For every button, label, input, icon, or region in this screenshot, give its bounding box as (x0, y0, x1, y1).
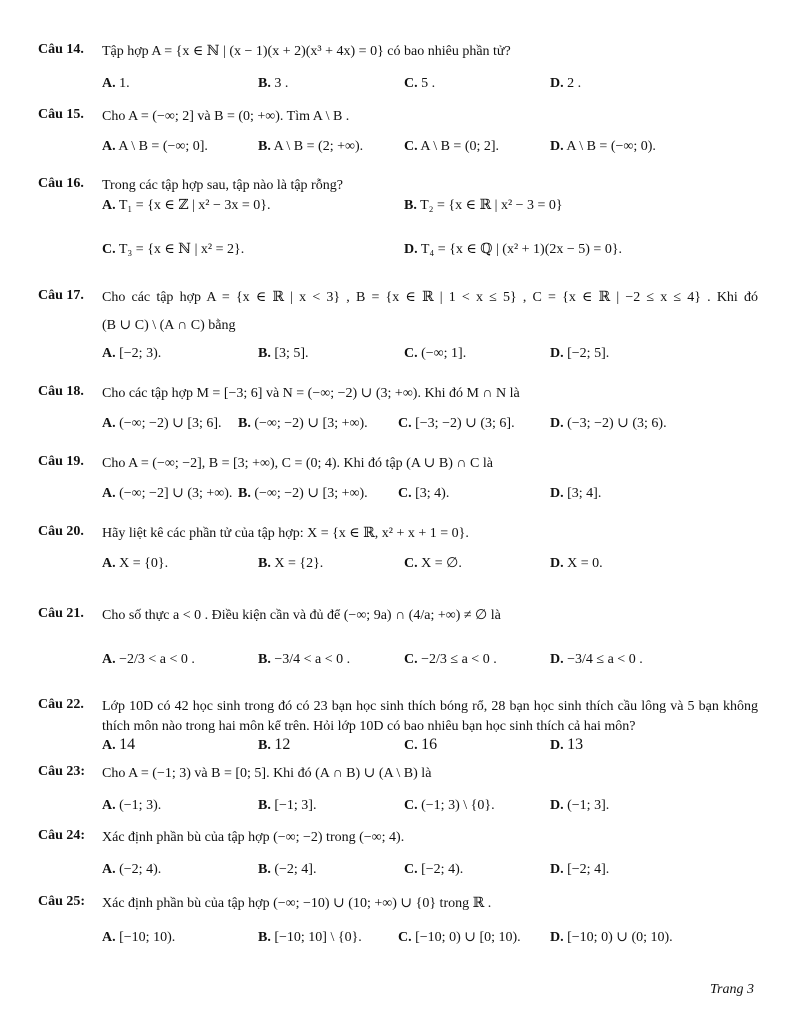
question-19 (38, 454, 758, 501)
option-d: D. X = 0. (550, 556, 603, 571)
question-stem: Cho các tập hợp A = {x ∈ ℝ | x < 3} , B = {x ∈ ℝ | 1 < x ≤ 5} , C = {x ∈ ℝ | −2 ≤ x ≤ 4} . Khi đó (102, 290, 758, 305)
question-stem: Trong các tập hợp sau, tập nào là tập rỗng? (102, 178, 343, 193)
option-c: C. [−10; 0) ∪ [0; 10). (398, 930, 521, 945)
question-stem: Cho A = (−1; 3) và B = [0; 5]. Khi đó (A ∩ B) ∪ (A \ B) là (102, 766, 432, 781)
option-c: C. 5 . (404, 76, 436, 91)
answer-options-row-2 (102, 240, 758, 262)
question-label: Câu 15. (38, 107, 84, 122)
option-d: D. T₄ = {x ∈ ℚ | (x² + 1)(2x − 5) = 0}. (404, 242, 623, 257)
question-stem: Lớp 10D có 42 học sinh trong đó có 23 bạn học sinh thích bóng rổ, 28 bạn học sinh thích cầu lông và 5 bạn không thích môn nào trong hai môn kể trên. Hỏi lớp 10D có bao nhiêu bạn học sinh thích cả hai môn? (102, 699, 758, 734)
question-stem: Hãy liệt kê các phần tử của tập hợp: X = {x ∈ ℝ, x² + x + 1 = 0}. (102, 526, 469, 541)
option-c: C. T₃ = {x ∈ ℕ | x² = 2}. (102, 242, 245, 257)
question-25 (38, 894, 758, 945)
page-number: Trang 3 (710, 982, 754, 997)
option-d: D. 13 (550, 736, 584, 753)
question-label: Câu 16. (38, 176, 84, 191)
option-d: D. [−2; 5]. (550, 346, 610, 361)
option-b: B. [3; 5]. (258, 346, 309, 361)
option-b: B. (−∞; −2) ∪ [3; +∞). (238, 416, 368, 431)
question-24 (38, 828, 758, 877)
question-label: Câu 21. (38, 606, 84, 621)
option-b: B. 3 . (258, 76, 289, 91)
option-a: A. (−∞; −2] ∪ (3; +∞). (102, 486, 233, 501)
option-b: B. [−10; 10] \ {0}. (258, 930, 362, 945)
option-c: C. −2/3 ≤ a < 0 . (404, 652, 497, 667)
option-c: C. A \ B = (0; 2]. (404, 139, 500, 154)
question-label: Câu 18. (38, 384, 84, 399)
option-d: D. (−3; −2) ∪ (3; 6). (550, 416, 667, 431)
question-22 (38, 697, 758, 753)
option-a: A. X = {0}. (102, 556, 169, 571)
question-stem: Cho A = (−∞; −2], B = [3; +∞), C = (0; 4). Khi đó tập (A ∪ B) ∩ C là (102, 456, 493, 471)
question-stem-continued: (B ∪ C) \ (A ∩ C) bằng (102, 318, 236, 333)
option-d: D. [3; 4]. (550, 486, 602, 501)
option-d: D. −3/4 ≤ a < 0 . (550, 652, 643, 667)
answer-options (102, 344, 758, 366)
question-label: Câu 22. (38, 697, 84, 712)
answer-options (102, 414, 758, 436)
option-a: A. A \ B = (−∞; 0]. (102, 139, 208, 154)
answer-options (102, 554, 758, 576)
answer-options (102, 137, 758, 159)
option-d: D. (−1; 3]. (550, 798, 610, 813)
question-16 (38, 176, 758, 257)
question-stem: Cho số thực a < 0 . Điều kiện cần và đủ để (−∞; 9a) ∩ (4/a; +∞) ≠ ∅ là (102, 608, 501, 623)
option-c: C. X = ∅. (404, 556, 462, 571)
question-label: Câu 20. (38, 524, 84, 539)
answer-options (102, 796, 758, 818)
question-stem: Xác định phần bù của tập hợp (−∞; −10) ∪ (10; +∞) ∪ {0} trong ℝ . (102, 896, 492, 911)
option-d: D. A \ B = (−∞; 0). (550, 139, 656, 154)
question-label: Câu 23: (38, 764, 86, 779)
option-c: C. (−∞; 1]. (404, 346, 467, 361)
option-c: C. [3; 4). (398, 486, 450, 501)
option-d: D. 2 . (550, 76, 582, 91)
question-stem: Tập hợp A = {x ∈ ℕ | (x − 1)(x + 2)(x³ + 4x) = 0} có bao nhiêu phần tử? (102, 44, 511, 59)
question-stem: Xác định phần bù của tập hợp (−∞; −2) trong (−∞; 4). (102, 830, 405, 845)
option-b: B. (−∞; −2) ∪ [3; +∞). (238, 486, 368, 501)
answer-options (102, 650, 758, 672)
question-label: Câu 17. (38, 288, 84, 303)
question-20 (38, 524, 758, 571)
option-a: A. −2/3 < a < 0 . (102, 652, 195, 667)
option-b: B. A \ B = (2; +∞). (258, 139, 364, 154)
question-14 (38, 42, 758, 91)
question-18 (38, 384, 758, 431)
option-b: B. X = {2}. (258, 556, 324, 571)
answer-options (102, 860, 758, 882)
question-17 (38, 288, 758, 361)
option-a: A. (−2; 4). (102, 862, 162, 877)
option-b: B. 12 (258, 736, 291, 753)
option-a: A. [−10; 10). (102, 930, 176, 945)
question-stem: Cho A = (−∞; 2] và B = (0; +∞). Tìm A \ B . (102, 109, 350, 124)
option-c: C. [−3; −2) ∪ (3; 6]. (398, 416, 515, 431)
answer-options (102, 928, 758, 950)
question-label: Câu 14. (38, 42, 84, 57)
question-21 (38, 606, 758, 667)
option-c: C. [−2; 4). (404, 862, 464, 877)
option-b: B. −3/4 < a < 0 . (258, 652, 351, 667)
answer-options (102, 74, 758, 96)
answer-options (102, 484, 758, 506)
question-15 (38, 107, 758, 154)
option-a: A. [−2; 3). (102, 346, 162, 361)
question-23 (38, 764, 758, 813)
option-a: A. 14 (102, 736, 136, 753)
question-stem: Cho các tập hợp M = [−3; 6] và N = (−∞; −2) ∪ (3; +∞). Khi đó M ∩ N là (102, 386, 520, 401)
option-a: A. (−∞; −2) ∪ [3; 6]. (102, 416, 222, 431)
option-b: B. [−1; 3]. (258, 798, 317, 813)
option-a: A. 1. (102, 76, 130, 91)
question-label: Câu 24: (38, 828, 86, 843)
option-b: B. T₂ = {x ∈ ℝ | x² − 3 = 0} (404, 198, 563, 213)
answer-options (102, 735, 758, 757)
option-d: D. [−2; 4]. (550, 862, 610, 877)
option-c: C. 16 (404, 736, 438, 753)
option-b: B. (−2; 4]. (258, 862, 317, 877)
option-a: A. (−1; 3). (102, 798, 162, 813)
answer-options-row-1 (102, 196, 758, 218)
option-d: D. [−10; 0) ∪ (0; 10). (550, 930, 673, 945)
question-label: Câu 25: (38, 894, 86, 909)
option-c: C. (−1; 3) \ {0}. (404, 798, 495, 813)
option-a: A. T₁ = {x ∈ ℤ | x² − 3x = 0}. (102, 198, 271, 213)
question-label: Câu 19. (38, 454, 84, 469)
